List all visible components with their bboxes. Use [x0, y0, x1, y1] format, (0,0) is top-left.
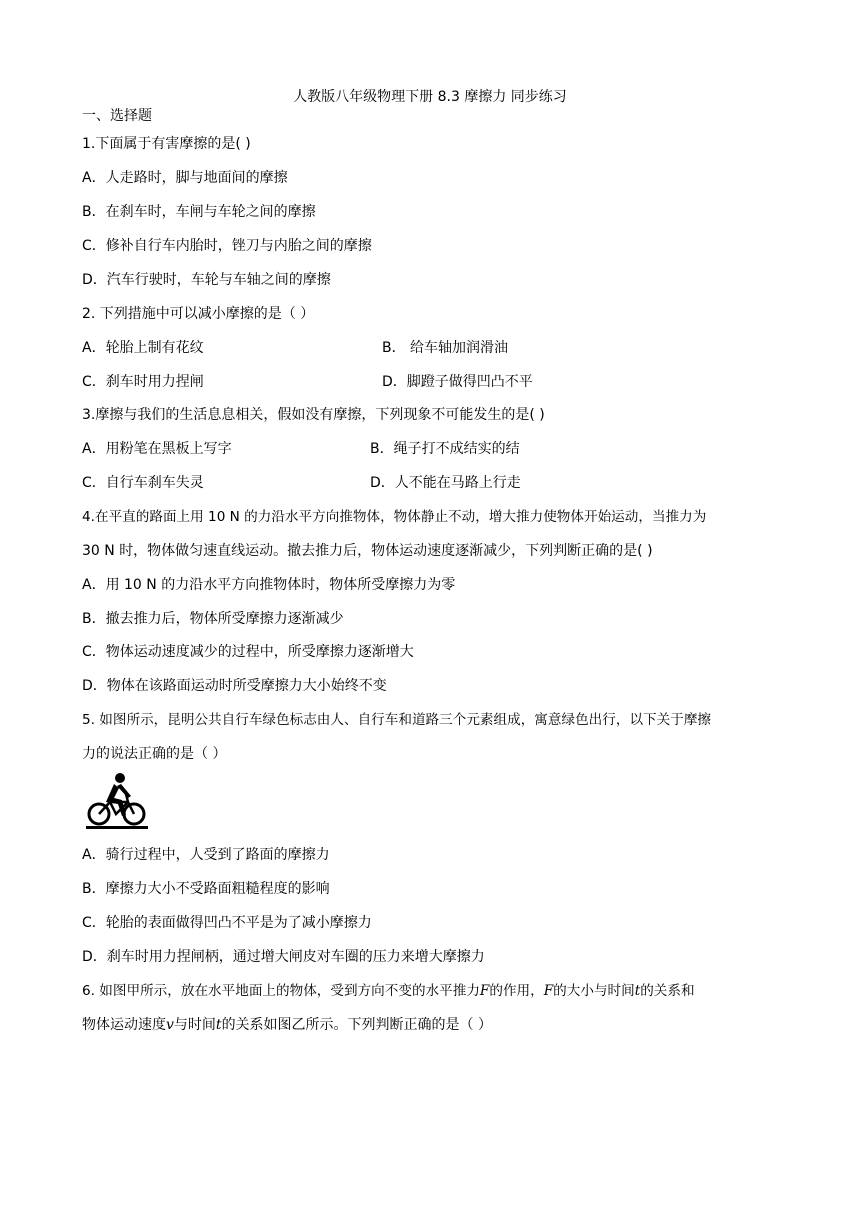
q5-option-a: A．骑行过程中，人受到了路面的摩擦力 — [82, 847, 330, 863]
q5-option-c: C．轮胎的表面做得凹凸不平是为了减小摩擦力 — [82, 915, 372, 931]
q1-option-c: C．修补自行车内胎时，锉刀与内胎之间的摩擦 — [82, 238, 372, 254]
q3-option-d: D．人不能在马路上行走 — [370, 475, 521, 491]
symbol-F: F — [479, 983, 490, 999]
q5-option-b: B．摩擦力大小不受路面粗糙程度的影响 — [82, 881, 330, 897]
q4-option-c: C．物体运动速度减少的过程中，所受摩擦力逐渐增大 — [82, 644, 414, 660]
q6-stem-line2: 物体运动速度v与时间t的关系如图乙所示。下列判断正确的是（ ） — [82, 1017, 493, 1033]
page-title: 人教版八年级物理下册 8.3 摩擦力 同步练习 — [293, 89, 567, 105]
symbol-v: v — [166, 1017, 174, 1033]
q5-option-d: D．刹车时用力捏闸柄，通过增大闸皮对车圈的压力来增大摩擦力 — [82, 949, 485, 965]
q4-option-a: A．用 10 N 的力沿水平方向推物体时，物体所受摩擦力为零 — [82, 577, 456, 593]
q1-option-a: A．人走路时，脚与地面间的摩擦 — [82, 170, 288, 186]
q4-stem-line2: 30 N 时，物体做匀速直线运动。撤去推力后，物体运动速度逐渐减少，下列判断正确的是( ) — [82, 543, 653, 559]
symbol-F: F — [543, 983, 554, 999]
q3-option-b: B．绳子打不成结实的结 — [370, 441, 520, 457]
q6-stem-line1: 6. 如图甲所示，放在水平地面上的物体，受到方向不变的水平推力F的作用，F的大小与时间t的关系和 — [82, 983, 695, 999]
q2-option-a: A．轮胎上制有花纹 — [82, 340, 204, 356]
q1-option-b: B．在刹车时，车闸与车轮之间的摩擦 — [82, 204, 316, 220]
q1-option-d: D．汽车行驶时，车轮与车轴之间的摩擦 — [82, 272, 331, 288]
q4-option-d: D．物体在该路面运动时所受摩擦力大小始终不变 — [82, 678, 387, 694]
q3-stem: 3.摩擦与我们的生活息息相关，假如没有摩擦，下列现象不可能发生的是( ) — [82, 407, 545, 423]
cyclist-logo-icon — [84, 772, 150, 830]
q1-stem: 1.下面属于有害摩擦的是( ) — [82, 136, 251, 152]
q3-option-a: A．用粉笔在黑板上写字 — [82, 441, 232, 457]
section-heading: 一、选择题 — [82, 108, 152, 124]
q3-option-c: C．自行车刹车失灵 — [82, 475, 204, 491]
q5-stem-line1: 5. 如图所示，昆明公共自行车绿色标志由人、自行车和道路三个元素组成，寓意绿色出行，以下关于摩擦 — [82, 712, 712, 728]
q2-option-b: B． 给车轴加润滑油 — [382, 340, 509, 356]
q4-stem-line1: 4.在平直的路面上用 10 N 的力沿水平方向推物体，物体静止不动，增大推力使物体开始运动，当推力为 — [82, 509, 707, 525]
q2-option-c: C．刹车时用力捏闸 — [82, 374, 204, 390]
q2-option-d: D．脚蹬子做得凹凸不平 — [382, 374, 533, 390]
q4-option-b: B．撤去推力后，物体所受摩擦力逐渐减少 — [82, 611, 344, 627]
q5-stem-line2: 力的说法正确的是（ ） — [82, 746, 227, 762]
symbol-t: t — [215, 1017, 222, 1033]
q2-stem: 2. 下列措施中可以减小摩擦的是（ ） — [82, 306, 315, 322]
symbol-t: t — [634, 983, 641, 999]
